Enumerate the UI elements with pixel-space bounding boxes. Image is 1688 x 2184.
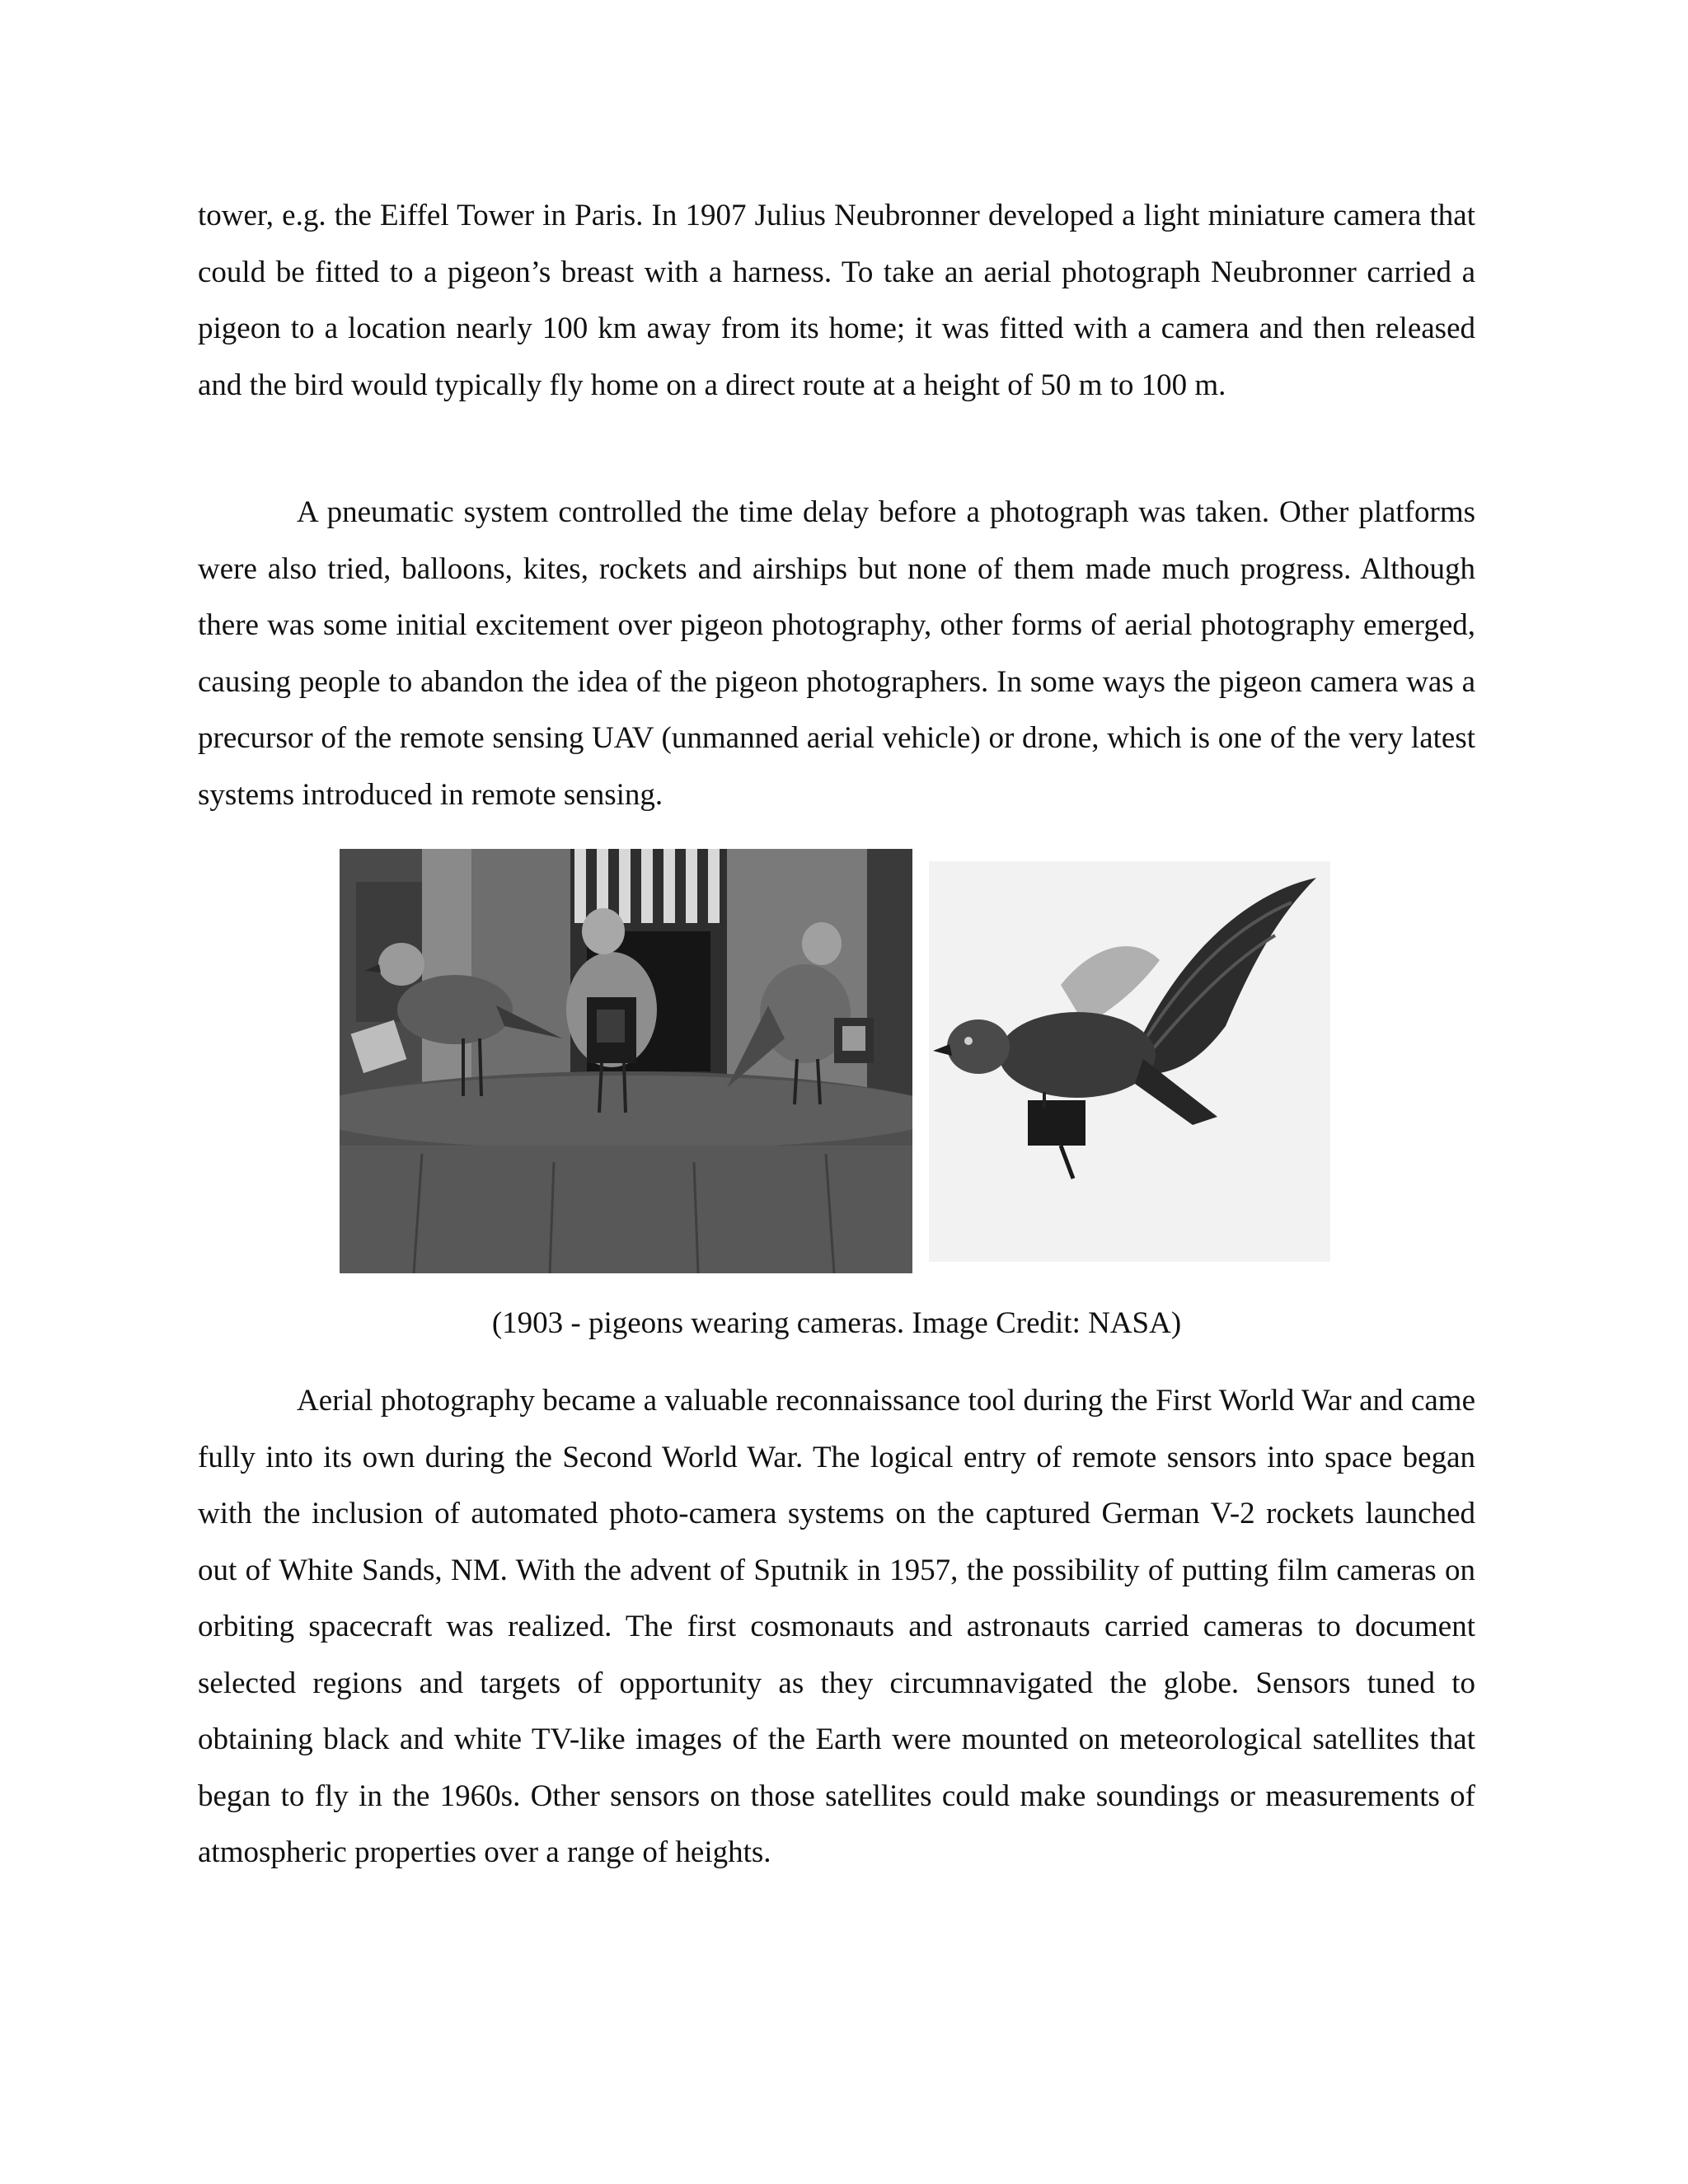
figure-caption: (1903 - pigeons wearing cameras. Image Credit: NASA) xyxy=(491,1306,1182,1340)
paragraph-pigeon-camera: tower, e.g. the Eiffel Tower in Paris. In 1907 Julius Neubronner developed a light miniature camera that could be fitted to a pigeon’s breast with a harness. To take an aerial photograph Neubronner carried a pigeon to a location nearly 100 km away from its home; it was fitted with a camera and then released and the bird would typically fly home on a direct route at a height of 50 m to 100 m. xyxy=(198,199,1475,402)
photo-flying-pigeon-with-camera xyxy=(929,861,1330,1262)
photo-three-pigeons-with-cameras xyxy=(340,849,912,1273)
paragraph-aerial-reconnaissance: Aerial photography became a valuable reconnaissance tool during the First World War and came fully into its own during the Second World War. The logical entry of remote sensors into space began with the inclusion of automated photo-camera systems on the captured German V-2 rockets launched out of White Sands, NM. With the advent of Sputnik in 1957, the possibility of putting film cameras on orbiting spacecraft was realized. The first cosmonauts and astronauts carried cameras to document selected regions and targets of opportunity as they circumnavigated the globe. Sensors tuned to obtaining black and white TV-like images of the Earth were mounted on meteorological satellites that began to fly in the 1960s. Other sensors on those satellites could make soundings or measurements of atmospheric properties over a range of heights. xyxy=(198,1384,1475,1869)
paragraph-pneumatic-system: A pneumatic system controlled the time delay before a photograph was taken. Other platforms were also tried, balloons, kites, rockets and airships but none of them made much progress. Although there was some initial excitement over pigeon photography, other forms of aerial photography emerged, causing people to abandon the idea of the pigeon photographers. In some ways the pigeon camera was a precursor of the remote sensing UAV (unmanned aerial vehicle) or drone, which is one of the very latest systems introduced in remote sensing. xyxy=(198,495,1475,812)
